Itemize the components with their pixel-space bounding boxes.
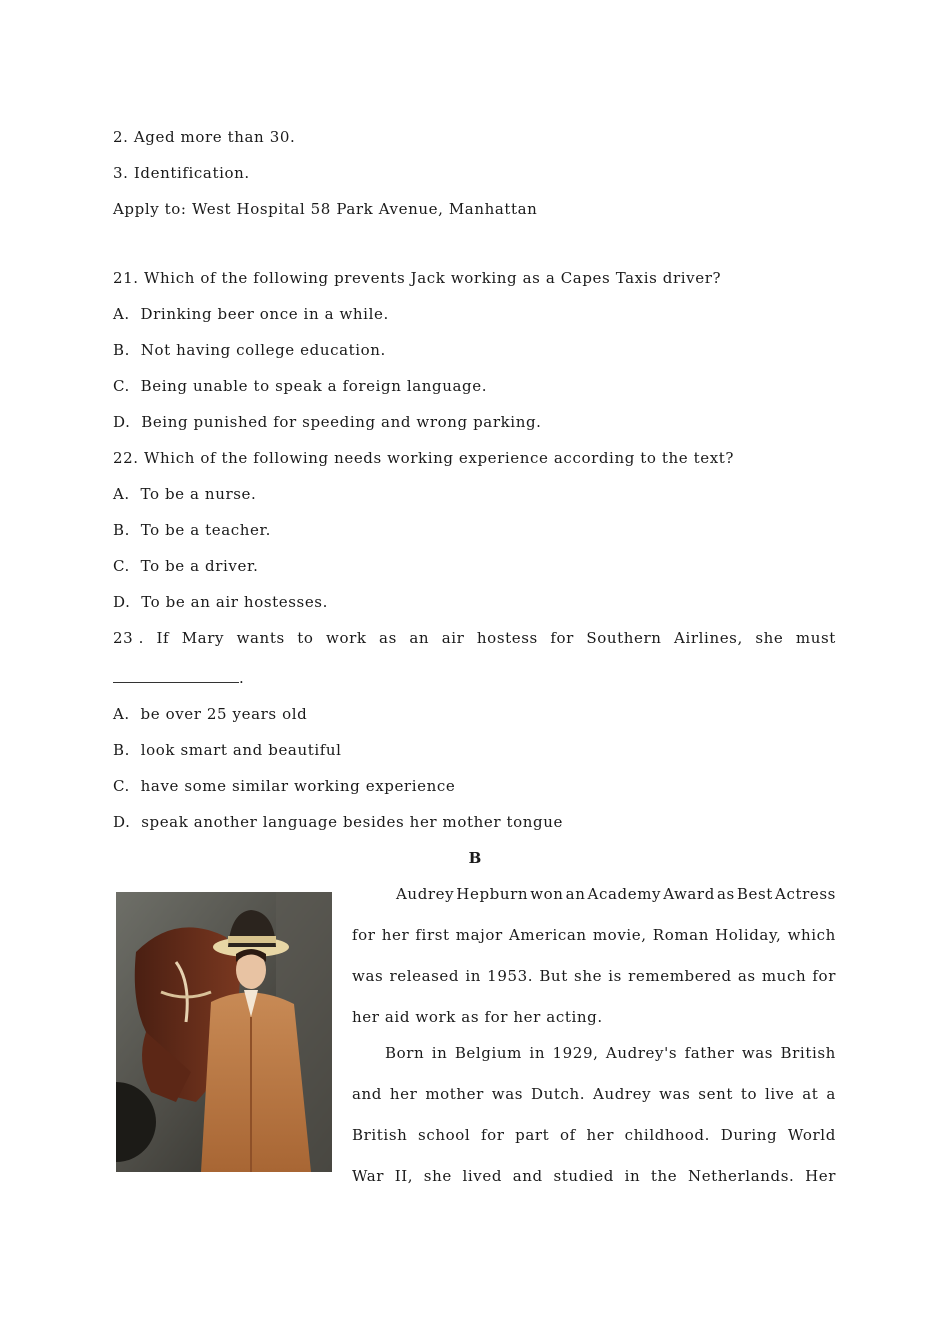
stem-word: air [441, 629, 465, 647]
word: 1953. [487, 967, 534, 985]
word: Netherlands. [687, 1167, 795, 1185]
para1-line [352, 966, 836, 986]
word: British [352, 1126, 408, 1144]
word: to [740, 1085, 758, 1103]
question-22-option-d: D. To be an air hostesses. [113, 593, 328, 611]
word: Belgium [454, 1044, 522, 1062]
word: first [415, 926, 450, 944]
question-23-stem [113, 628, 836, 648]
word: her [389, 1085, 418, 1103]
word: Award [663, 885, 715, 903]
word: of [560, 1126, 576, 1144]
word: lived [462, 1167, 503, 1185]
word: remembered [628, 967, 732, 985]
word: part [515, 1126, 550, 1144]
requirement-item-2: 2. Aged more than 30. [113, 128, 296, 146]
word: was [491, 1085, 524, 1103]
word: for [352, 926, 376, 944]
word: childhood. [624, 1126, 711, 1144]
word: British [780, 1044, 836, 1062]
word: Roman [652, 926, 709, 944]
line-text: her aid work as for her acting. [352, 1008, 603, 1026]
para1-line [396, 884, 836, 904]
stem-word: 23 . [113, 629, 145, 647]
stem-word: she [755, 629, 784, 647]
stem-word: hostess [476, 629, 538, 647]
stem-word: must [795, 629, 836, 647]
stem-word: to [297, 629, 314, 647]
word: at [802, 1085, 819, 1103]
word: in [465, 967, 481, 985]
para1-line [352, 1007, 836, 1027]
question-23-blank-line [113, 668, 244, 688]
question-23-option-c: C. have some similar working experience [113, 777, 456, 795]
word: Academy [587, 885, 662, 903]
word: American [508, 926, 587, 944]
stem-word: an [409, 629, 430, 647]
word: for [812, 967, 836, 985]
word: Dutch. [530, 1085, 586, 1103]
blank-period: . [239, 669, 245, 687]
word: II, [394, 1167, 414, 1185]
word: she [574, 967, 603, 985]
stem-word: for [550, 629, 574, 647]
requirement-item-3: 3. Identification. [113, 164, 250, 182]
word: school [418, 1126, 471, 1144]
question-21-stem: 21. Which of the following prevents Jack working as a Capes Taxis driver? [113, 269, 722, 287]
stem-word: wants [236, 629, 285, 647]
word: was [352, 967, 384, 985]
word: major [455, 926, 503, 944]
question-21-option-c: C. Being unable to speak a foreign language. [113, 377, 488, 395]
word: released [389, 967, 460, 985]
apply-to-line: Apply to: West Hospital 58 Park Avenue, Manhattan [113, 200, 538, 218]
word: won [530, 885, 564, 903]
word: But [539, 967, 568, 985]
question-21-option-b: B. Not having college education. [113, 341, 386, 359]
stem-word: Southern [586, 629, 662, 647]
word: During [720, 1126, 778, 1144]
word: in [431, 1044, 448, 1062]
word: father [684, 1044, 735, 1062]
word: studied [553, 1167, 614, 1185]
stem-word: Airlines, [674, 629, 743, 647]
word: is [608, 967, 622, 985]
word: Actress [775, 885, 836, 903]
word: live [765, 1085, 795, 1103]
question-23-option-d: D. speak another language besides her mother tongue [113, 813, 563, 831]
word: Born [385, 1044, 425, 1062]
word: movie, [592, 926, 647, 944]
word: Holiday, [715, 926, 782, 944]
word: Hepburn [456, 885, 529, 903]
word: mother [425, 1085, 484, 1103]
stem-word: If [156, 629, 170, 647]
para2-line [352, 1125, 836, 1145]
word: much [761, 967, 807, 985]
para2-line [385, 1043, 836, 1063]
word: Audrey [593, 1085, 652, 1103]
word: her [586, 1126, 614, 1144]
word: Audrey's [605, 1044, 678, 1062]
word: a [826, 1085, 836, 1103]
question-22-option-b: B. To be a teacher. [113, 521, 272, 539]
word: sent [698, 1085, 733, 1103]
word: World [787, 1126, 836, 1144]
audrey-hepburn-photo [116, 892, 332, 1172]
stem-word: Mary [181, 629, 225, 647]
question-22-option-c: C. To be a driver. [113, 557, 259, 575]
word: an [565, 885, 586, 903]
question-22-option-a: A. To be a nurse. [113, 485, 257, 503]
word: War [352, 1167, 385, 1185]
word: in [624, 1167, 641, 1185]
question-22-stem: 22. Which of the following needs working experience according to the text? [113, 449, 735, 467]
question-23-option-a: A. be over 25 years old [113, 705, 308, 723]
question-23-option-b: B. look smart and beautiful [113, 741, 342, 759]
word: Her [805, 1167, 836, 1185]
para2-line [352, 1084, 836, 1104]
word: her [381, 926, 410, 944]
word: and [352, 1085, 383, 1103]
question-21-option-a: A. Drinking beer once in a while. [113, 305, 389, 323]
word: in [529, 1044, 546, 1062]
word: as [716, 885, 735, 903]
word: and [512, 1167, 543, 1185]
word: was [741, 1044, 774, 1062]
word: she [423, 1167, 452, 1185]
word: for [480, 1126, 505, 1144]
answer-blank [113, 668, 239, 683]
word: as [737, 967, 756, 985]
word: Best [736, 885, 773, 903]
stem-word: as [379, 629, 397, 647]
section-heading-b: B [468, 849, 482, 867]
word: which [787, 926, 836, 944]
word: was [659, 1085, 691, 1103]
word: the [650, 1167, 678, 1185]
para1-line [352, 925, 836, 945]
para2-line [352, 1166, 836, 1186]
question-21-option-d: D. Being punished for speeding and wrong parking. [113, 413, 542, 431]
word: Audrey [396, 885, 455, 903]
stem-word: work [326, 629, 367, 647]
word: 1929, [552, 1044, 599, 1062]
